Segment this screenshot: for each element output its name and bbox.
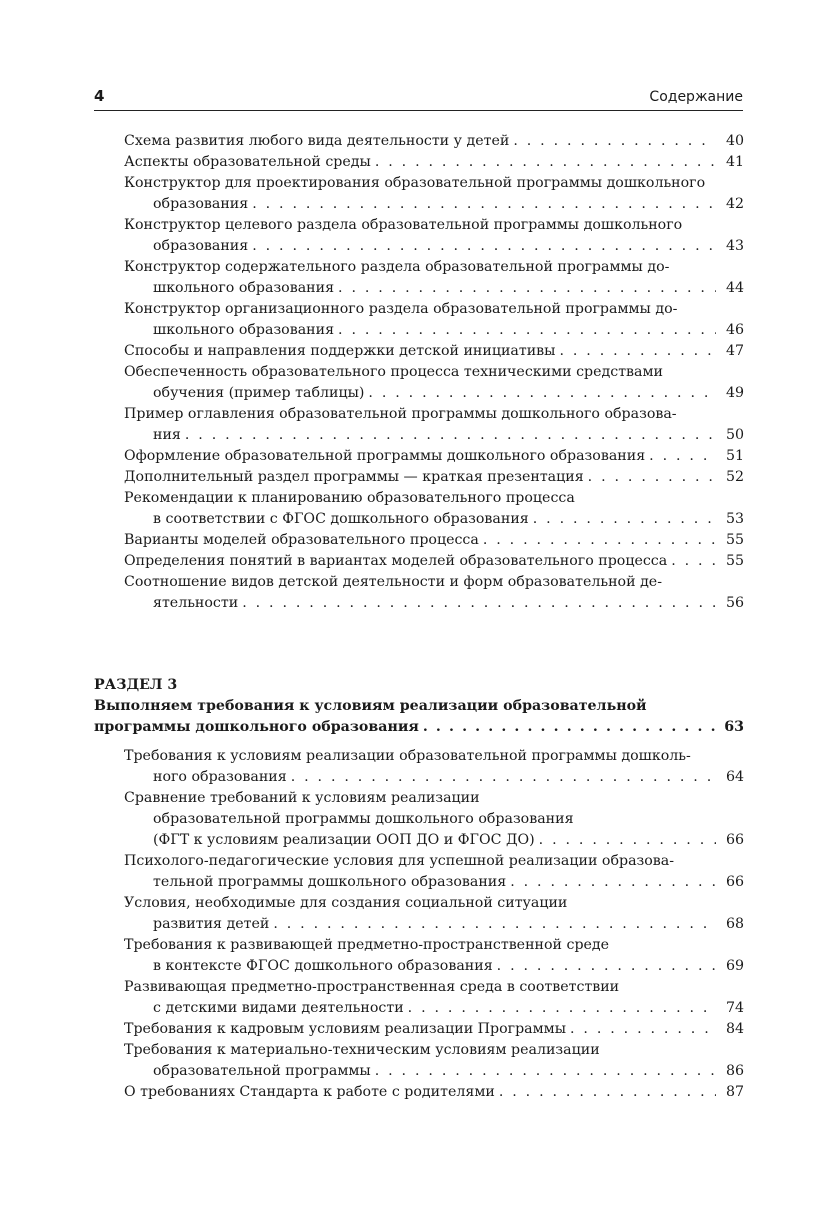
toc-entry-page: 41 <box>725 154 744 170</box>
toc-entry-line: Соотношение видов детской деятельности и форм образовательной де- <box>124 574 662 590</box>
toc-entry-line: Конструктор содержательного раздела образовательной программы до- <box>124 259 670 275</box>
leader-dots <box>570 1019 716 1040</box>
leader-dots <box>671 551 716 572</box>
toc-entry-title: школьного образования <box>153 280 335 296</box>
toc-entry-page: 42 <box>725 196 744 212</box>
toc-entry[interactable] <box>124 488 744 530</box>
toc-entry-title: (ФГТ к условиям реализации ООП ДО и ФГОС ДО) <box>153 832 535 848</box>
toc-entry[interactable] <box>124 1019 744 1040</box>
toc-entry-line: Требования к материально-техническим условиям реализации <box>124 1042 600 1058</box>
toc-entry[interactable] <box>124 299 744 341</box>
toc-entry[interactable] <box>124 446 744 467</box>
toc-entry-title: ния <box>153 427 181 443</box>
leader-dots <box>499 1082 716 1103</box>
toc-entry-title: обучения (пример таблицы) <box>153 385 365 401</box>
toc-entry-line: Требования к развивающей предметно-пространственной среде <box>124 937 610 953</box>
toc-entry-title: Дополнительный раздел программы — краткая презентация <box>124 469 584 485</box>
toc-entry-title: ятельности <box>153 595 239 611</box>
toc-entry-line: Условия, необходимые для создания социальной ситуации <box>124 895 568 911</box>
section-3-label: РАЗДЕЛ 3 <box>94 677 178 693</box>
leader-dots <box>513 131 716 152</box>
toc-entry-page: 87 <box>725 1084 744 1100</box>
section-3-title-line1: Выполняем требования к условиям реализации образовательной <box>94 698 647 714</box>
toc-entry-line: Обеспеченность образовательного процесса техническими средствами <box>124 364 663 380</box>
toc-entry-page: 49 <box>725 385 744 401</box>
toc-entry-page: 55 <box>725 553 744 569</box>
toc-entry-title: школьного образования <box>153 322 335 338</box>
toc-entry-page: 53 <box>725 511 744 527</box>
toc-entry[interactable] <box>124 572 744 614</box>
leader-dots <box>242 593 716 614</box>
toc-entry-title: Варианты моделей образовательного процесса <box>124 532 479 548</box>
toc-entry[interactable] <box>124 935 744 977</box>
toc-entry-page: 44 <box>725 280 744 296</box>
leader-dots <box>291 767 716 788</box>
toc-entry-title: Определения понятий в вариантах моделей образовательного процесса <box>124 553 668 569</box>
toc-entry-page: 56 <box>725 595 744 611</box>
leader-dots <box>423 717 716 738</box>
toc-entry-title: образования <box>153 238 249 254</box>
leader-dots <box>273 914 716 935</box>
leader-dots <box>533 509 716 530</box>
toc-entry[interactable] <box>124 551 744 572</box>
section-3-title-line2: программы дошкольного образования <box>94 719 419 735</box>
toc-entry-page: 74 <box>725 1000 744 1016</box>
toc-entry-line: Развивающая предметно-пространственная среда в соответствии <box>124 979 620 995</box>
toc-entry-page: 86 <box>725 1063 744 1079</box>
leader-dots <box>368 383 716 404</box>
toc-entry-title: Требования к кадровым условиям реализации Программы <box>124 1021 566 1037</box>
toc-entry-page: 43 <box>725 238 744 254</box>
toc-entry[interactable] <box>124 152 744 173</box>
leader-dots <box>649 446 716 467</box>
toc-entry-title: тельной программы дошкольного образования <box>153 874 507 890</box>
toc-entry-line: Конструктор для проектирования образовательной программы дошкольного <box>124 175 706 191</box>
toc-entry[interactable] <box>124 173 744 215</box>
toc-entry[interactable] <box>124 131 744 152</box>
section-3-page: 63 <box>724 719 744 735</box>
leader-dots <box>588 467 716 488</box>
leader-dots <box>185 425 716 446</box>
toc-entry[interactable] <box>124 257 744 299</box>
toc-entry-title: Схема развития любого вида деятельности у детей <box>124 133 510 149</box>
toc-entry-line: Требования к условиям реализации образовательной программы дошколь- <box>124 748 691 764</box>
toc-entry[interactable] <box>124 215 744 257</box>
toc-entry-line: Рекомендации к планированию образовательного процесса <box>124 490 575 506</box>
toc-entry-page: 51 <box>725 448 744 464</box>
toc-list-section-3 <box>94 746 744 1103</box>
toc-entry-page: 50 <box>725 427 744 443</box>
toc-entry[interactable] <box>124 467 744 488</box>
toc-entry-page: 47 <box>725 343 744 359</box>
page-number: 4 <box>94 87 105 105</box>
toc-entry-page: 52 <box>725 469 744 485</box>
toc-entry-page: 40 <box>725 133 744 149</box>
leader-dots <box>497 956 716 977</box>
toc-entry-title: образования <box>153 196 249 212</box>
toc-entry[interactable] <box>124 851 744 893</box>
toc-entry-title: О требованиях Стандарта к работе с родителями <box>124 1084 495 1100</box>
toc-entry-page: 69 <box>725 958 744 974</box>
toc-entry[interactable] <box>124 1082 744 1103</box>
leader-dots <box>483 530 716 551</box>
leader-dots <box>375 1061 716 1082</box>
toc-entry-line: Сравнение требований к условиям реализации <box>124 790 480 806</box>
toc-entry-line: Конструктор организационного раздела образовательной программы до- <box>124 301 678 317</box>
toc-entry-title: Оформление образовательной программы дошкольного образования <box>124 448 646 464</box>
leader-dots <box>408 998 716 1019</box>
running-title: Содержание <box>649 89 743 105</box>
leader-dots <box>510 872 716 893</box>
toc-entry-title: развития детей <box>153 916 270 932</box>
toc-entry[interactable] <box>124 362 744 404</box>
leader-dots <box>338 278 716 299</box>
toc-entry[interactable] <box>124 341 744 362</box>
toc-entry-page: 68 <box>725 916 744 932</box>
toc-entry[interactable] <box>124 530 744 551</box>
toc-entry[interactable] <box>124 977 744 1019</box>
toc-entry[interactable] <box>124 893 744 935</box>
toc-entry-line: образовательной программы дошкольного образования <box>153 811 574 827</box>
toc-entry-title: Способы и направления поддержки детской инициативы <box>124 343 556 359</box>
toc-entry[interactable] <box>124 1040 744 1082</box>
toc-entry-title: образовательной программы <box>153 1063 371 1079</box>
toc-entry-title: в соответствии с ФГОС дошкольного образования <box>153 511 529 527</box>
toc-entry-page: 46 <box>725 322 744 338</box>
leader-dots <box>338 320 716 341</box>
toc-entry[interactable] <box>124 404 744 446</box>
toc-entry[interactable] <box>124 788 744 851</box>
leader-dots <box>559 341 716 362</box>
leader-dots <box>539 830 716 851</box>
toc-entry-title: Аспекты образовательной среды <box>124 154 371 170</box>
toc-entry-page: 66 <box>725 832 744 848</box>
toc-entry-page: 64 <box>725 769 744 785</box>
toc-entry-line: Пример оглавления образовательной программы дошкольного образова- <box>124 406 677 422</box>
toc-entry-page: 84 <box>725 1021 744 1037</box>
toc-entry-title: ного образования <box>153 769 287 785</box>
toc-entry-page: 66 <box>725 874 744 890</box>
toc-entry-line: Конструктор целевого раздела образовательной программы дошкольного <box>124 217 683 233</box>
leader-dots <box>375 152 716 173</box>
toc-entry[interactable] <box>124 746 744 788</box>
toc-entry-page: 55 <box>725 532 744 548</box>
toc-list-top <box>94 131 744 614</box>
section-3-heading <box>94 675 744 738</box>
toc-entry-title: в контексте ФГОС дошкольного образования <box>153 958 493 974</box>
leader-dots <box>252 236 716 257</box>
toc-entry-line: Психолого-педагогические условия для успешной реализации образова- <box>124 853 675 869</box>
toc-entry-title: с детскими видами деятельности <box>153 1000 404 1016</box>
leader-dots <box>252 194 716 215</box>
page-header <box>94 84 743 111</box>
